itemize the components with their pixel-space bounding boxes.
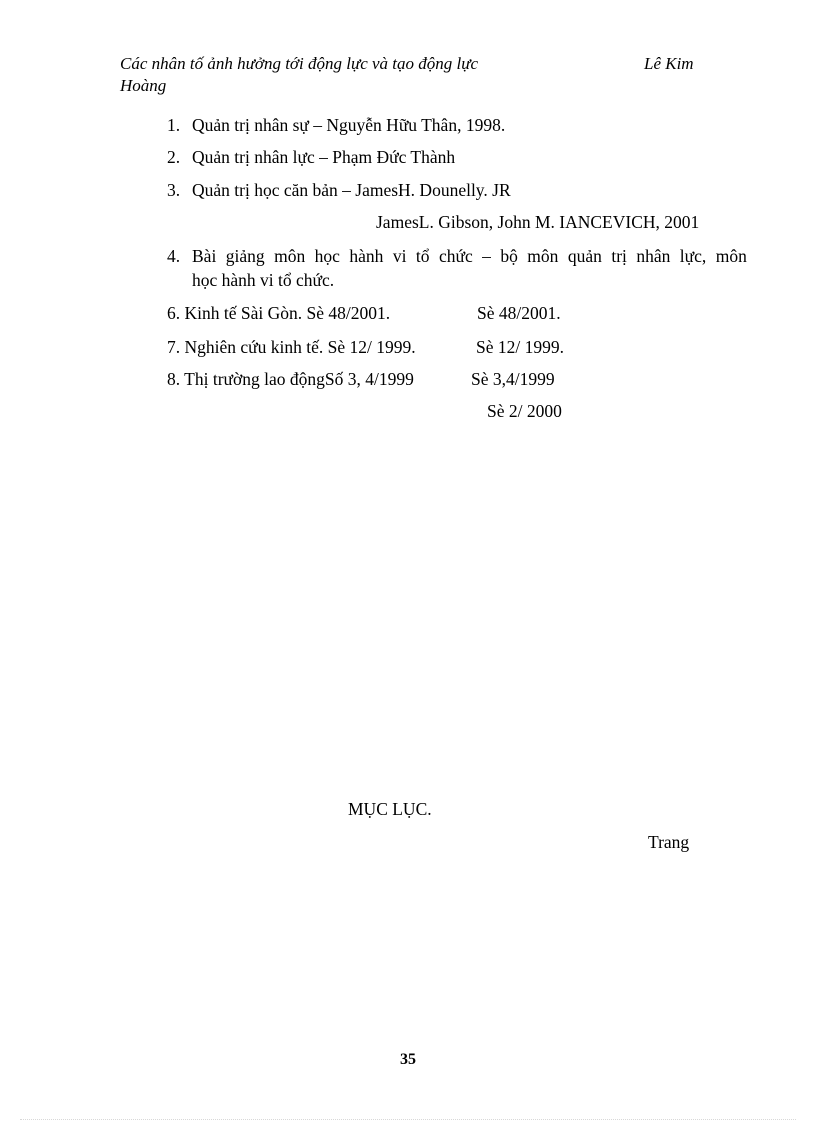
reference-4-word: môn xyxy=(274,246,306,266)
reference-1-text: Quản trị nhân sự – Nguyễn Hữu Thân, 1998. xyxy=(192,115,506,135)
toc-page-column-label: Trang xyxy=(648,832,690,852)
reference-1-number: 1. xyxy=(167,115,181,135)
reference-4-word: vi xyxy=(392,246,407,266)
reference-4-word: hành xyxy=(349,246,384,266)
periodical-6-issue: Sè 48/2001. xyxy=(477,303,561,323)
reference-4-word: lực, xyxy=(679,246,707,266)
header-author-first: Lê Kim xyxy=(644,54,694,73)
reference-4-word: tổ xyxy=(415,246,430,266)
reference-4-word: quản xyxy=(567,246,602,266)
reference-4-line1 xyxy=(192,246,747,267)
periodical-8-label: 8. Thị trường lao độngSố 3, 4/1999 xyxy=(167,369,414,389)
reference-4-word: chức xyxy=(438,246,473,266)
periodical-8-issue: Sè 3,4/1999 xyxy=(471,369,555,389)
page-bottom-rule xyxy=(20,1119,796,1120)
reference-4-word: môn xyxy=(715,246,747,266)
reference-3-continuation: JamesL. Gibson, John M. IANCEVICH, 2001 xyxy=(376,212,700,232)
periodical-8-extra-issue: Sè 2/ 2000 xyxy=(487,401,562,421)
reference-4-word: môn xyxy=(527,246,559,266)
reference-4-number: 4. xyxy=(167,246,181,266)
reference-3-text: Quản trị học căn bản – JamesH. Dounelly. JR xyxy=(192,180,511,200)
reference-4-word: Bài xyxy=(192,246,217,266)
reference-4-word: giảng xyxy=(225,246,265,266)
reference-4-word: học xyxy=(314,246,340,266)
header-author-last: Hoàng xyxy=(120,76,167,95)
periodical-7-issue: Sè 12/ 1999. xyxy=(476,337,564,357)
header-title: Các nhân tố ảnh hưởng tới động lực và tạo động lực xyxy=(120,54,479,73)
reference-2-text: Quản trị nhân lực – Phạm Đức Thành xyxy=(192,147,456,167)
periodical-6-label: 6. Kinh tế Sài Gòn. Sè 48/2001. xyxy=(167,303,391,323)
toc-title: MỤC LỤC. xyxy=(348,799,432,819)
periodical-7-label: 7. Nghiên cứu kinh tế. Sè 12/ 1999. xyxy=(167,337,416,357)
reference-4-line2: học hành vi tổ chức. xyxy=(192,270,335,290)
reference-4-word: bộ xyxy=(500,246,518,266)
reference-4-word: – xyxy=(482,246,491,266)
reference-2-number: 2. xyxy=(167,147,181,167)
reference-3-number: 3. xyxy=(167,180,181,200)
page-number: 35 xyxy=(400,1051,416,1068)
reference-4-word: nhân xyxy=(636,246,671,266)
reference-4-word: trị xyxy=(611,246,627,266)
